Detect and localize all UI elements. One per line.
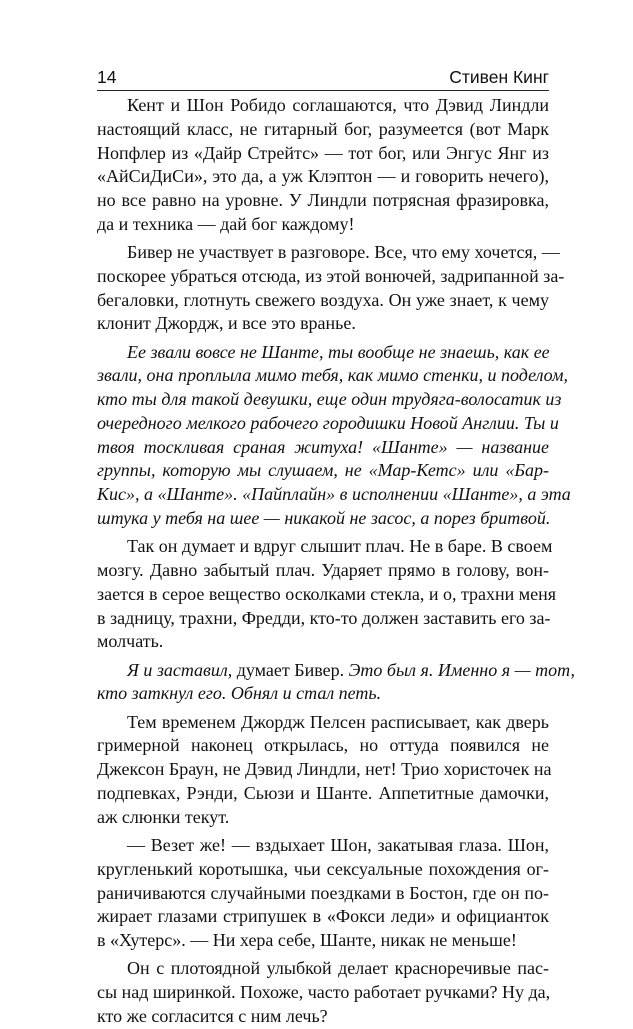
paragraph: [97, 659, 576, 707]
text-line: настоящий класс, не гитарный бог, разумеется (вот Марк: [97, 118, 549, 139]
text-line: Джексон Браун, не Дэвид Линдли, нет! Трио хористочек на: [97, 759, 552, 780]
italic-run: Я и заставил: [127, 659, 228, 680]
text-line: мозгу. Давно забытый плач. Ударяет прямо в голову, вон-: [97, 560, 549, 581]
text-line: Так он думает и вдруг слышит плач. Не в баре. В своем: [127, 536, 553, 557]
text-line: в «Хутерс». — Ни хера себе, Шанте, никак не меньше!: [97, 930, 517, 951]
text-run: , думает Бивер.: [227, 659, 349, 680]
text-line: Ее звали вовсе не Шанте, ты вообще не знаешь, как ее: [127, 341, 550, 362]
text-line: — Везет же! — вздыхает Шон, закатывая глаза. Шон,: [127, 835, 549, 856]
text-line: «АйСиДиСи», это да, а уж Клэптон — и говорить нечего),: [97, 166, 549, 187]
paragraph: [97, 834, 549, 953]
text-line: да и техника — дай бог каждому!: [97, 213, 355, 234]
text-line: кто заткнул его. Обнял и стал петь.: [97, 683, 382, 704]
text-line: кругленький коротышка, чьи сексуальные похождения ог-: [97, 858, 549, 879]
text-line: Кент и Шон Робидо соглашаются, что Дэвид Линдли: [127, 95, 549, 115]
text-line: Он с плотоядной улыбкой делает красноречивые пас-: [127, 958, 549, 979]
text-line: звали, она проплыла мимо тебя, как мимо стенки, и поделом,: [97, 365, 568, 386]
text-line: кто ты для такой девушки, еще один трудяга-волосатик из: [97, 389, 562, 410]
page-number: 14: [97, 67, 117, 87]
text-line: сы над ширинкой. Похоже, часто работает ручками? Ну да,: [97, 982, 551, 1003]
text-line: раничиваются случайными поездками в Бостон, где он по-: [97, 882, 549, 903]
text-line: кто же согласится с ним лечь?: [97, 1005, 328, 1026]
header-rule: [97, 90, 549, 91]
text-line: Кис», а «Шанте». «Пайплайн» в исполнении «Шанте», а эта: [97, 484, 571, 505]
paragraph: [97, 94, 549, 237]
text-line: Бивер не участвует в разговоре. Все, что ему хочется, —: [127, 242, 560, 263]
italic-run: Это был я. Именно я — тот,: [348, 659, 576, 680]
text-line: очередного мелкого рабочего городишки Новой Англии. Ты и: [97, 412, 559, 433]
text-line: твоя тоскливая сраная житуха! «Шанте» — название: [97, 436, 549, 457]
paragraph: [97, 957, 549, 1028]
text-line: [97, 659, 576, 683]
text-line: в задницу, трахни, Фредди, кто-то должен заставить его за-: [97, 607, 551, 628]
text-line: Нопфлер из «Дайр Стрейтс» — тот бог, или Энгус Янг из: [97, 142, 549, 163]
body-text: [97, 94, 576, 1029]
text-line: зается в серое вещество осколками стекла, и о, трахни меня: [97, 583, 557, 604]
paragraph: [97, 535, 557, 654]
running-title: Стивен Кинг: [449, 67, 549, 87]
page-header: [97, 66, 549, 88]
text-line: но все равно на уровне. У Линдли потрясная фразировка,: [97, 190, 549, 210]
text-line: подпевках, Рэнди, Сьюзи и Шанте. Аппетитные дамочки,: [97, 782, 549, 803]
paragraph: [97, 711, 552, 830]
text-line: гримерной наконец открылась, но оттуда появился не: [97, 735, 549, 756]
text-line: клонит Джордж, и все это вранье.: [97, 313, 356, 334]
italic-paragraph: [97, 341, 571, 531]
text-line: жирает глазами стрипушек в «Фокси леди» и официанток: [97, 906, 549, 927]
paragraph: [97, 241, 565, 336]
text-line: аж слюнки текут.: [97, 806, 230, 827]
text-line: Тем временем Джордж Пелсен расписывает, как дверь: [127, 711, 549, 732]
text-line: поскорее убраться отсюда, из этой вонючей, задрипанной за-: [97, 265, 565, 286]
text-line: бегаловки, глотнуть свежего воздуха. Он уже знает, к чему: [97, 289, 549, 310]
text-line: группы, которую мы слушаем, не «Мар-Кетс» или «Бар-: [97, 460, 549, 481]
text-line: молчать.: [97, 631, 164, 652]
text-line: штука у тебя на шее — никакой не засос, а порез бритвой.: [97, 507, 551, 528]
